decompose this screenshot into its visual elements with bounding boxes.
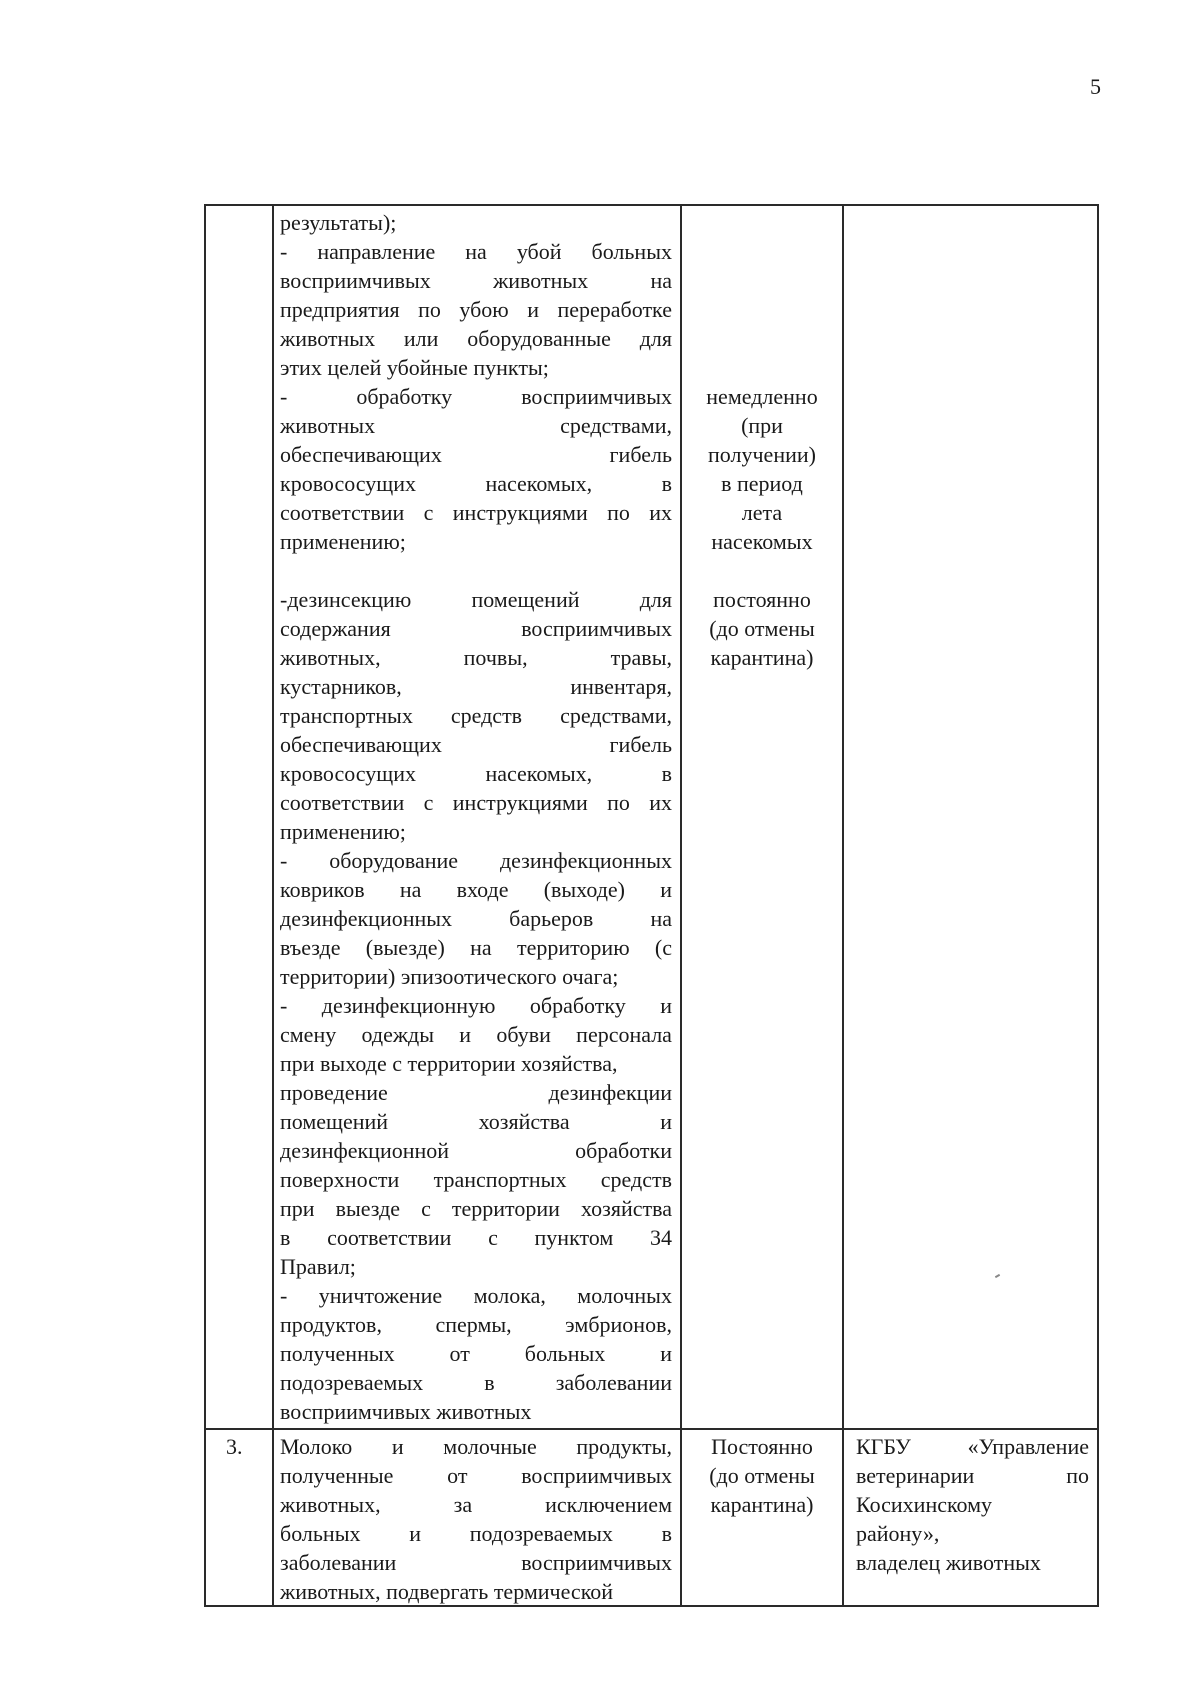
word: продуктов,	[280, 1312, 382, 1337]
word: транспортных	[433, 1167, 567, 1192]
word: (с	[654, 935, 672, 960]
text-line	[280, 411, 672, 440]
word: средствами,	[560, 413, 672, 438]
text-line: результаты);	[280, 210, 397, 235]
text-line	[280, 991, 672, 1020]
text-line: (до отмены	[709, 1463, 815, 1488]
table-border-right	[1097, 204, 1099, 1607]
text-line	[280, 1339, 672, 1368]
text-line	[280, 498, 672, 527]
text-line: насекомых	[711, 529, 813, 554]
word: помещений	[471, 587, 580, 612]
word: убою	[459, 297, 509, 322]
text-line: Постоянно	[711, 1434, 813, 1459]
word: обработку	[529, 993, 626, 1018]
text-line	[280, 266, 672, 295]
text-line	[280, 614, 672, 643]
word: «Управление	[967, 1434, 1089, 1459]
word: травы,	[610, 645, 672, 670]
word: восприимчивых	[521, 1463, 672, 1488]
word: обработки	[575, 1138, 672, 1163]
text-line	[280, 1368, 672, 1397]
word: и	[660, 877, 672, 902]
text-line: (при	[741, 413, 783, 438]
word: обуви	[496, 1022, 551, 1047]
word: КГБУ	[856, 1434, 911, 1459]
word: барьеров	[509, 906, 594, 931]
word: с	[488, 1225, 498, 1250]
word: полученных	[280, 1341, 395, 1366]
word: оборудованные	[467, 326, 611, 351]
word: уничтожение	[318, 1283, 443, 1308]
text-line	[280, 1194, 672, 1223]
word: восприимчивых	[521, 616, 672, 641]
word: восприимчивых	[521, 1550, 672, 1575]
word: подозреваемых	[469, 1521, 613, 1546]
word: с	[421, 1196, 431, 1221]
text-line: применению;	[280, 529, 406, 554]
word: и	[660, 1109, 672, 1134]
word: животных,	[280, 1492, 381, 1517]
word: от	[449, 1341, 470, 1366]
text-line	[280, 1548, 672, 1577]
word: по	[607, 500, 630, 525]
text-line: карантина)	[710, 1492, 814, 1517]
word: дезинфекционных	[499, 848, 672, 873]
word: от	[447, 1463, 468, 1488]
text-line: Правил;	[280, 1254, 356, 1279]
measures-cell-row-3	[280, 1432, 672, 1606]
word: оборудование	[329, 848, 459, 873]
word: исключением	[545, 1492, 672, 1517]
word: предприятия	[280, 297, 400, 322]
word: молочные	[443, 1434, 537, 1459]
word: полученные	[280, 1463, 394, 1488]
word: для	[639, 587, 672, 612]
text-line	[280, 1020, 672, 1049]
stray-scan-mark	[995, 1274, 1000, 1278]
text-line	[280, 585, 672, 614]
text-line	[280, 440, 672, 469]
word: животных	[493, 268, 589, 293]
word: обеспечивающих	[280, 732, 442, 757]
word: их	[649, 500, 672, 525]
responsible-cell-row-3	[856, 1432, 1089, 1577]
word: заболевании	[280, 1550, 397, 1575]
word: насекомых,	[485, 471, 593, 496]
word: ветеринарии	[856, 1463, 975, 1488]
word: территории	[451, 1196, 560, 1221]
word: гибель	[609, 442, 672, 467]
word: ковриков	[280, 877, 365, 902]
word: подозреваемых	[280, 1370, 424, 1395]
text-line: карантина)	[710, 645, 814, 670]
text-line: постоянно	[713, 587, 811, 612]
word: по	[1066, 1463, 1089, 1488]
text-line	[280, 1136, 672, 1165]
text-line	[280, 1281, 672, 1310]
word: средств	[450, 703, 523, 728]
word: -	[280, 239, 288, 264]
word: переработке	[557, 297, 672, 322]
word: спермы,	[435, 1312, 512, 1337]
word: содержания	[280, 616, 391, 641]
word: в	[661, 1521, 672, 1546]
word: Молоко	[280, 1434, 353, 1459]
measures-cell-continuation	[280, 208, 672, 1426]
text-line: в период	[721, 471, 803, 496]
word: эмбрионов,	[565, 1312, 672, 1337]
word: на	[399, 877, 422, 902]
word: дезинфекционных	[280, 906, 453, 931]
text-line	[280, 1432, 672, 1461]
word: гибель	[609, 732, 672, 757]
text-line	[280, 324, 672, 353]
text-line: восприимчивых животных	[280, 1399, 532, 1424]
text-line: Косихинскому	[856, 1492, 993, 1517]
word: продукты,	[576, 1434, 672, 1459]
text-line	[280, 1461, 672, 1490]
column-divider-term	[842, 204, 844, 1607]
term-cell-disinsection	[690, 585, 834, 672]
word: восприимчивых	[521, 384, 672, 409]
text-line	[280, 1078, 672, 1107]
row-number: 3.	[226, 1434, 243, 1459]
text-line: животных, подвергать термической	[280, 1579, 614, 1604]
word: и	[391, 1434, 404, 1459]
word: и	[660, 1341, 672, 1366]
word: инвентаря,	[570, 674, 672, 699]
word: убой	[516, 239, 562, 264]
word: в	[280, 1225, 291, 1250]
text-line	[280, 759, 672, 788]
word: средствами,	[560, 703, 672, 728]
word: дезинфекционную	[321, 993, 496, 1018]
word: и	[409, 1521, 421, 1546]
text-line	[280, 904, 672, 933]
word: при	[280, 1196, 315, 1221]
word: поверхности	[280, 1167, 400, 1192]
word: животных	[280, 413, 376, 438]
word: входе	[456, 877, 509, 902]
word: в	[661, 761, 672, 786]
word: больных	[591, 239, 672, 264]
word: средств	[600, 1167, 672, 1192]
word: соответствии	[280, 500, 405, 525]
word: 34	[650, 1225, 672, 1250]
word: на	[465, 239, 487, 264]
word: молочных	[577, 1283, 672, 1308]
word: (выезде)	[365, 935, 445, 960]
term-cell-row-3	[690, 1432, 834, 1519]
word: животных	[280, 326, 376, 351]
word: выезде	[335, 1196, 401, 1221]
text-line	[280, 643, 672, 672]
word: для	[639, 326, 672, 351]
word: и	[660, 993, 672, 1018]
word: почвы,	[463, 645, 528, 670]
word: восприимчивых	[280, 268, 431, 293]
word: транспортных	[280, 703, 413, 728]
word: с	[423, 500, 434, 525]
text-line: получении)	[708, 442, 816, 467]
word: одежды	[361, 1022, 435, 1047]
word: пунктом	[534, 1225, 614, 1250]
word: направление	[317, 239, 436, 264]
word: на	[650, 906, 672, 931]
text-line: при выходе с территории хозяйства,	[280, 1051, 618, 1076]
text-line	[856, 1461, 1089, 1490]
word: въезде	[280, 935, 341, 960]
word: территорию	[516, 935, 630, 960]
word: насекомых,	[485, 761, 593, 786]
word: за	[453, 1492, 473, 1517]
text-line	[280, 672, 672, 701]
word: обеспечивающих	[280, 442, 442, 467]
word: хозяйства	[478, 1109, 570, 1134]
word: персонала	[576, 1022, 672, 1047]
word: в	[661, 471, 672, 496]
word: и	[459, 1022, 472, 1047]
blank-line	[280, 556, 672, 585]
word: заболевании	[555, 1370, 672, 1395]
word: хозяйства	[580, 1196, 672, 1221]
word: -	[280, 993, 288, 1018]
text-line	[280, 1519, 672, 1548]
text-line: (до отмены	[709, 616, 815, 641]
word: кровососущих	[280, 761, 416, 786]
text-line	[280, 469, 672, 498]
word: на	[470, 935, 492, 960]
text-line	[280, 875, 672, 904]
text-line	[280, 1107, 672, 1136]
word: больных	[280, 1521, 361, 1546]
text-line	[856, 1432, 1089, 1461]
text-line	[280, 846, 672, 875]
word: больных	[524, 1341, 606, 1366]
text-line	[280, 1490, 672, 1519]
text-line: территории) эпизоотического очага;	[280, 964, 619, 989]
word: помещений	[280, 1109, 389, 1134]
text-line	[280, 933, 672, 962]
text-line	[280, 701, 672, 730]
table-border-left	[204, 204, 206, 1607]
text-line	[280, 237, 672, 266]
word: -	[280, 384, 288, 409]
word: по	[418, 297, 441, 322]
text-line	[280, 730, 672, 759]
text-line	[280, 788, 672, 817]
column-divider-measures	[680, 204, 682, 1607]
word: по	[607, 790, 630, 815]
word: их	[649, 790, 672, 815]
text-line	[280, 1165, 672, 1194]
word: молока,	[473, 1283, 546, 1308]
page-number: 5	[1090, 74, 1101, 99]
word: проведение	[280, 1080, 388, 1105]
text-line: немедленно	[706, 384, 818, 409]
word: соответствии	[327, 1225, 452, 1250]
word: -	[280, 848, 288, 873]
word: в	[484, 1370, 495, 1395]
word: кровососущих	[280, 471, 416, 496]
table-border-top	[204, 204, 1099, 206]
word: кустарников,	[280, 674, 402, 699]
word: (выходе)	[543, 877, 625, 902]
word: дезинфекции	[548, 1080, 672, 1105]
word: инструкциями	[452, 790, 588, 815]
word: на	[650, 268, 672, 293]
word: или	[403, 326, 439, 351]
term-cell-insect-treatment	[690, 382, 834, 556]
table-row-divider	[204, 1428, 1099, 1430]
word: обработку	[356, 384, 453, 409]
word: и	[527, 297, 539, 322]
word: с	[423, 790, 434, 815]
text-line	[280, 382, 672, 411]
text-line: району»,	[856, 1521, 940, 1546]
text-line: владелец животных	[856, 1550, 1041, 1575]
text-line	[280, 295, 672, 324]
text-line: лета	[741, 500, 783, 525]
word: -	[280, 1283, 288, 1308]
word: инструкциями	[452, 500, 588, 525]
text-line	[280, 1310, 672, 1339]
word: животных,	[280, 645, 381, 670]
word: дезинфекционной	[280, 1138, 450, 1163]
word: смену	[280, 1022, 337, 1047]
text-line: этих целей убойные пункты;	[280, 355, 549, 380]
text-line: применению;	[280, 819, 406, 844]
text-line	[280, 1223, 672, 1252]
column-divider-number	[272, 204, 274, 1607]
word: -дезинсекцию	[280, 587, 412, 612]
word: соответствии	[280, 790, 405, 815]
